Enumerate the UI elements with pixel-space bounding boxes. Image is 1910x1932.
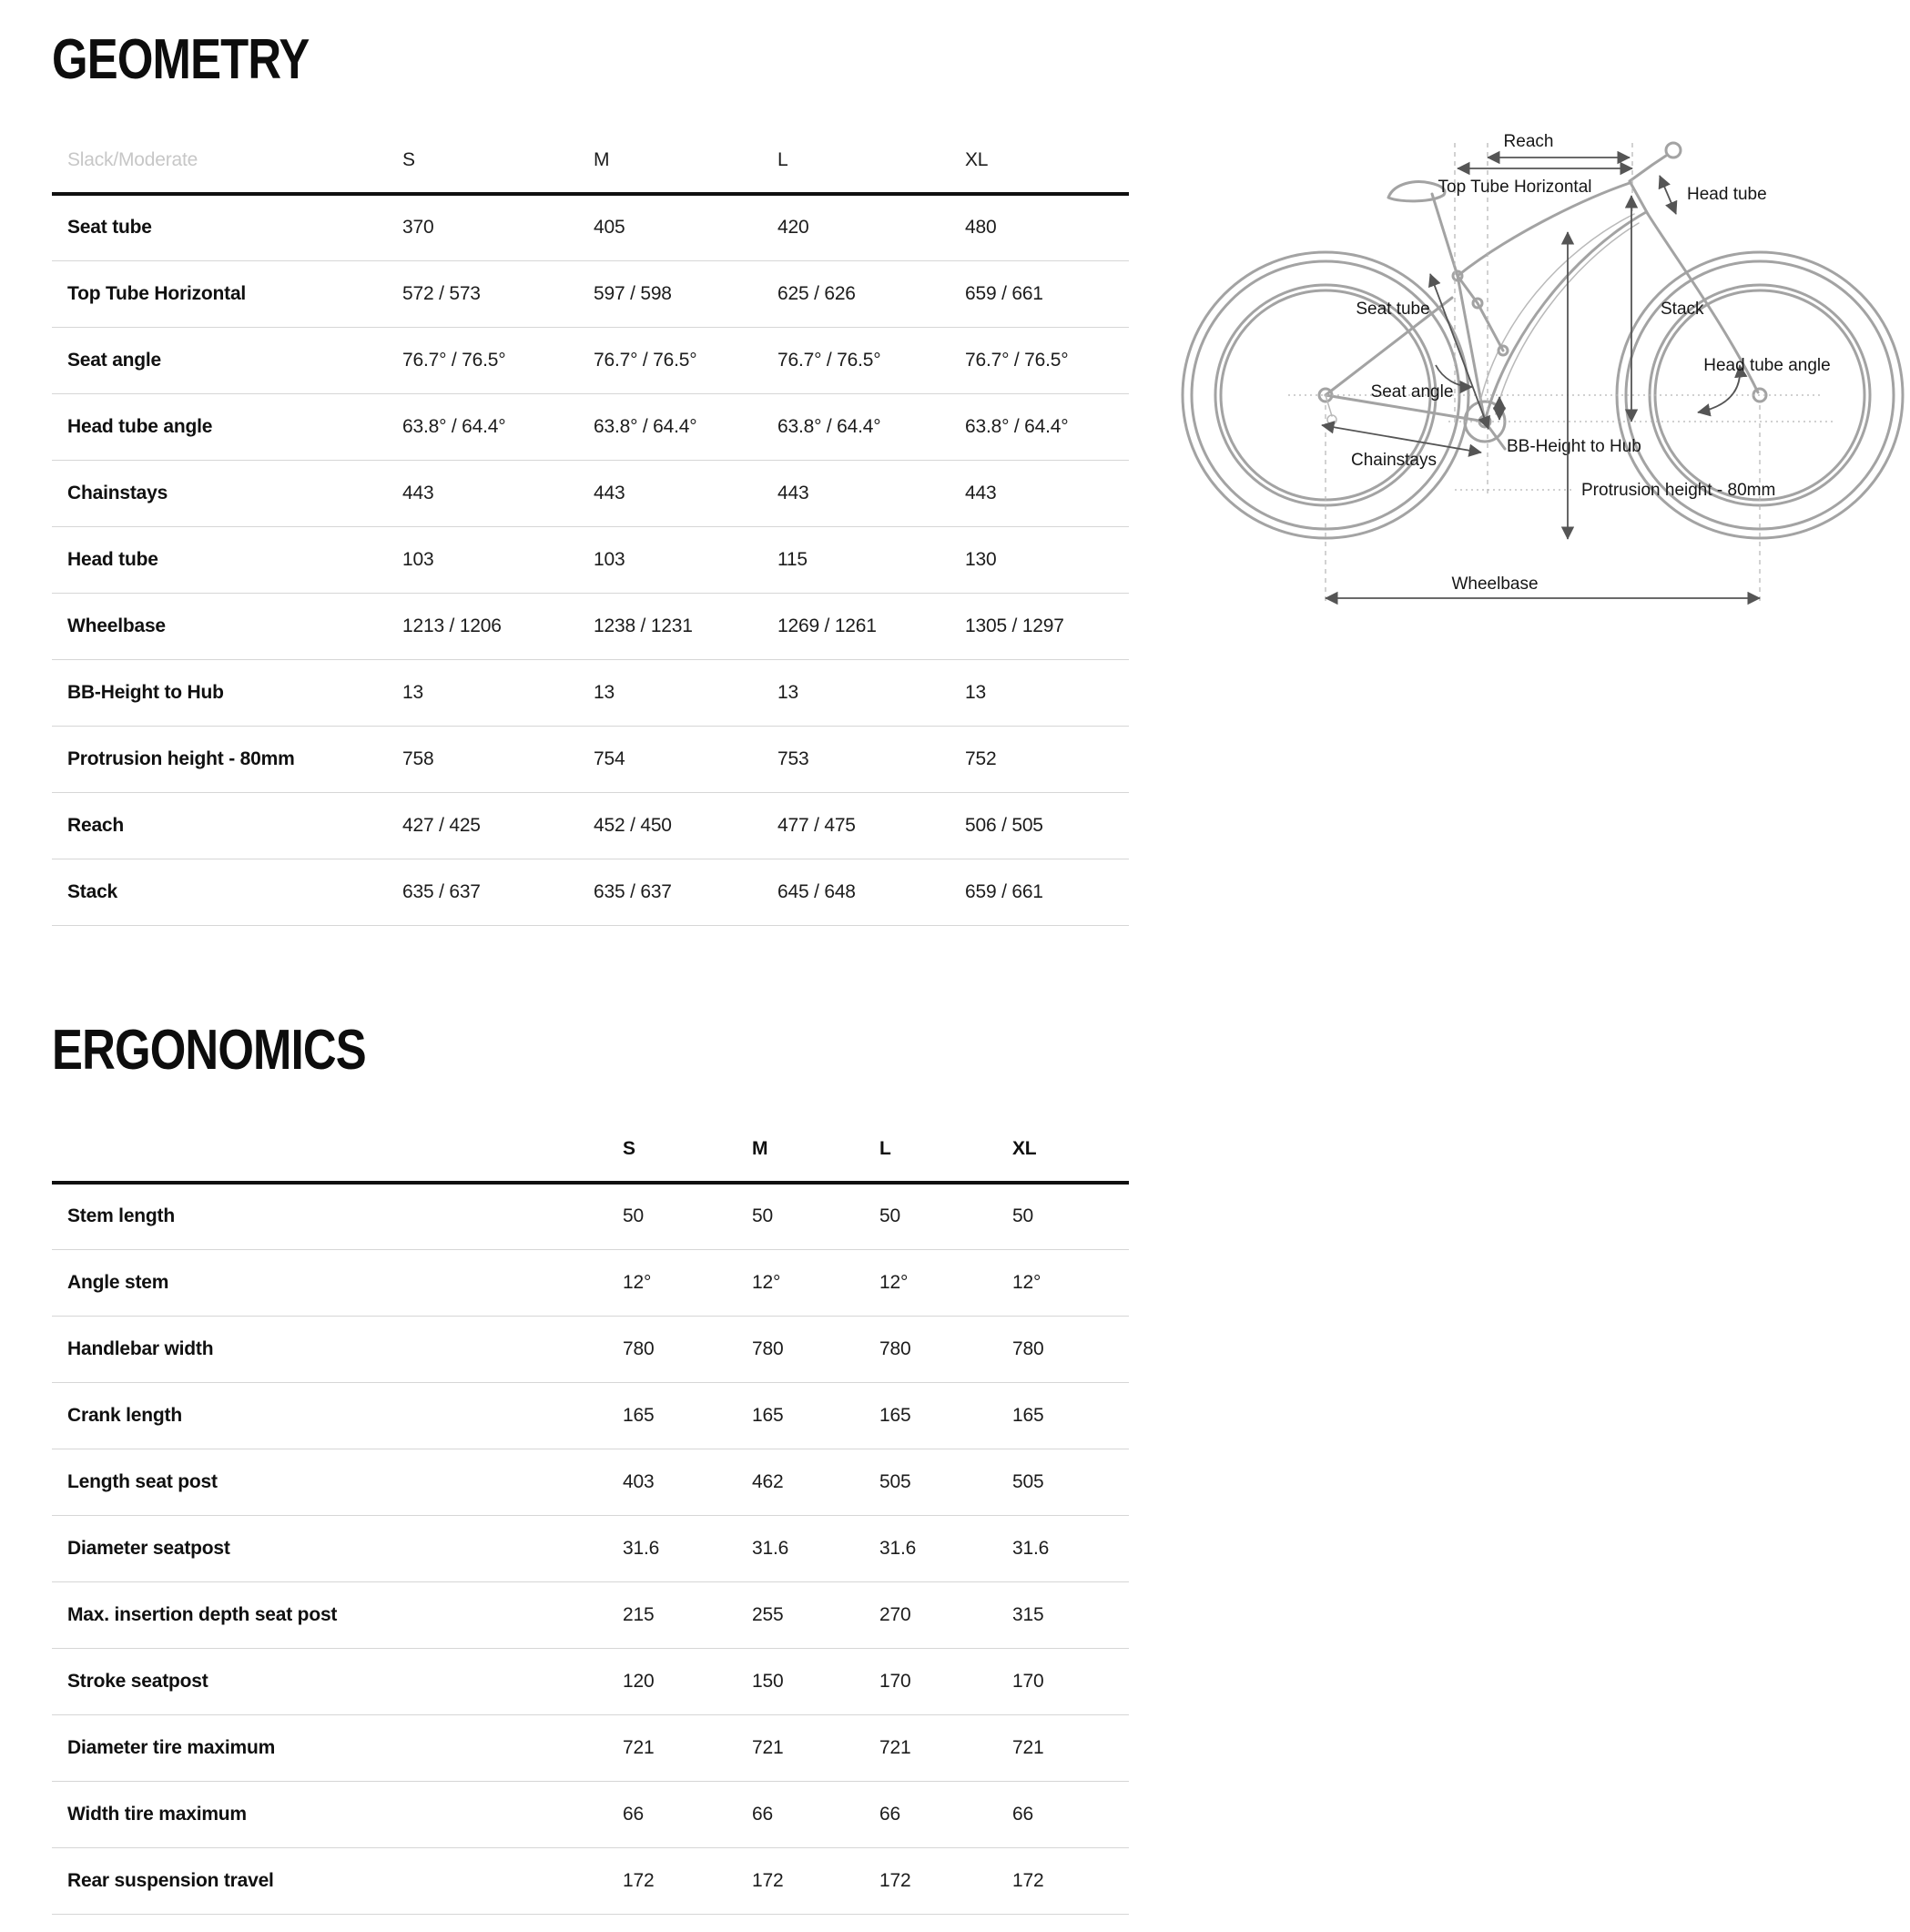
spec-row-label: Top Tube Horizontal [67,282,247,304]
spec-row-value: 12° [623,1271,652,1293]
spec-row-value: 1238 / 1231 [594,615,693,636]
spec-row-label: Diameter seatpost [67,1537,230,1559]
spec-row-value: 443 [402,482,434,503]
spec-row-value: 13 [777,681,798,703]
geometry-header-size-l: L [777,148,788,170]
spec-table-row [52,260,1129,327]
spec-row-label: Diameter tire maximum [67,1736,276,1758]
spec-row-value: 659 / 661 [965,880,1043,902]
spec-row-value: 1213 / 1206 [402,615,502,636]
spec-row-label: Angle stem [67,1271,169,1293]
diagram-label-protrusion: Protrusion height - 80mm [1581,481,1776,500]
spec-row-value: 115 [777,548,808,570]
diagram-label-seat-angle: Seat angle [1370,382,1454,402]
spec-row-value: 165 [879,1404,911,1426]
spec-row-value: 172 [623,1869,655,1891]
spec-row-value: 403 [623,1470,655,1492]
spec-row-label: Seat angle [67,349,162,371]
ergonomics-header-size-xl: XL [1012,1137,1037,1159]
ergonomics-table-body [52,1183,1129,1914]
spec-row-value: 50 [623,1205,644,1227]
spec-row-label: Rear suspension travel [67,1869,274,1891]
spec-row-value: 315 [1012,1603,1044,1625]
spec-row-label: Handlebar width [67,1337,214,1359]
spec-row-value: 752 [965,747,997,769]
spec-row-value: 645 / 648 [777,880,856,902]
spec-row-value: 721 [752,1736,784,1758]
spec-row-value: 12° [752,1271,781,1293]
ergonomics-header-size-l: L [879,1137,891,1159]
spec-row-value: 597 / 598 [594,282,672,304]
spec-row-label: Seat tube [67,217,152,239]
spec-row-value: 427 / 425 [402,814,481,836]
spec-row-value: 172 [752,1869,784,1891]
spec-table-row [52,1449,1129,1515]
spec-row-label: Width tire maximum [67,1803,247,1825]
spec-row-value: 76.7° / 76.5° [402,349,506,371]
spec-row-value: 462 [752,1470,784,1492]
spec-row-value: 505 [879,1470,911,1492]
spec-row-value: 452 / 450 [594,814,672,836]
spec-row-value: 780 [752,1337,784,1359]
spec-row-label: Stem length [67,1205,175,1227]
spec-row-value: 505 [1012,1470,1044,1492]
spec-row-value: 66 [623,1803,644,1825]
spec-row-label: Length seat post [67,1470,218,1492]
spec-row-value: 13 [965,681,986,703]
spec-row-value: 721 [1012,1736,1044,1758]
spec-row-value: 420 [777,217,809,239]
geometry-table-body [52,194,1129,925]
spec-row-value: 50 [1012,1205,1033,1227]
spec-row-label: Crank length [67,1404,182,1426]
spec-row-value: 63.8° / 64.4° [965,415,1069,437]
spec-row-value: 170 [879,1670,911,1692]
spec-table-row [52,1515,1129,1581]
spec-row-value: 443 [965,482,997,503]
spec-row-label: Reach [67,814,125,836]
spec-row-value: 753 [777,747,809,769]
spec-row-value: 13 [402,681,423,703]
spec-row-value: 130 [965,548,997,570]
spec-row-label: Chainstays [67,482,168,503]
spec-row-label: Wheelbase [67,615,166,636]
spec-row-value: 172 [879,1869,911,1891]
spec-table-row [52,194,1129,260]
spec-table-row [52,1847,1129,1914]
spec-table-row [52,1382,1129,1449]
spec-row-value: 66 [752,1803,773,1825]
spec-row-value: 172 [1012,1869,1044,1891]
spec-table-row [52,393,1129,460]
spec-row-value: 370 [402,217,434,239]
spec-row-value: 76.7° / 76.5° [965,349,1069,371]
spec-table-row [52,460,1129,526]
diagram-label-seat-tube: Seat tube [1356,300,1430,319]
spec-table-row [52,526,1129,593]
spec-row-value: 659 / 661 [965,282,1043,304]
spec-row-value: 477 / 475 [777,814,856,836]
spec-row-value: 103 [594,548,625,570]
ergonomics-table [52,1116,1129,1915]
spec-row-value: 50 [879,1205,900,1227]
spec-row-value: 758 [402,747,434,769]
spec-row-value: 120 [623,1670,655,1692]
spec-table-row [52,1249,1129,1316]
spec-table-row [52,1316,1129,1382]
spec-row-value: 12° [1012,1271,1041,1293]
spec-row-value: 625 / 626 [777,282,856,304]
spec-row-value: 780 [1012,1337,1044,1359]
geometry-variant-label: Slack/Moderate [67,148,198,170]
spec-row-value: 270 [879,1603,911,1625]
spec-row-label: Max. insertion depth seat post [67,1603,338,1625]
spec-table-row [52,659,1129,726]
spec-row-value: 66 [1012,1803,1033,1825]
diagram-label-chainstays: Chainstays [1351,451,1437,470]
ergonomics-header-row [52,1116,1129,1183]
spec-table-row [52,327,1129,393]
spec-row-value: 76.7° / 76.5° [777,349,881,371]
spec-table-row [52,726,1129,792]
spec-row-value: 103 [402,548,434,570]
spec-row-value: 165 [1012,1404,1044,1426]
spec-row-value: 63.8° / 64.4° [402,415,506,437]
diagram-label-stack: Stack [1661,300,1704,319]
diagram-label-reach: Reach [1503,132,1554,151]
spec-row-value: 635 / 637 [594,880,672,902]
spec-row-value: 215 [623,1603,655,1625]
spec-row-value: 506 / 505 [965,814,1043,836]
spec-row-value: 50 [752,1205,773,1227]
spec-row-value: 721 [623,1736,655,1758]
spec-row-label: Stroke seatpost [67,1670,208,1692]
spec-row-value: 754 [594,747,625,769]
spec-table-row [52,1183,1129,1249]
geometry-header-size-m: M [594,148,610,170]
spec-row-label: Stack [67,880,118,902]
spec-row-value: 66 [879,1803,900,1825]
ergonomics-title: ERGONOMICS [52,1019,366,1082]
diagram-label-top-tube: Top Tube Horizontal [1438,178,1592,197]
spec-row-value: 165 [623,1404,655,1426]
spec-row-label: Head tube [67,548,158,570]
spec-row-value: 170 [1012,1670,1044,1692]
spec-row-value: 63.8° / 64.4° [594,415,697,437]
bike-geometry-diagram [1143,86,1910,615]
diagram-label-bb-height: BB-Height to Hub [1507,437,1641,456]
spec-table-row [52,1581,1129,1648]
spec-row-value: 12° [879,1271,909,1293]
spec-row-value: 31.6 [1012,1537,1050,1559]
spec-row-value: 1269 / 1261 [777,615,877,636]
spec-row-value: 63.8° / 64.4° [777,415,881,437]
spec-table-row [52,1648,1129,1714]
spec-row-value: 76.7° / 76.5° [594,349,697,371]
diagram-label-wheelbase: Wheelbase [1451,575,1539,594]
spec-row-value: 780 [623,1337,655,1359]
spec-table-row [52,593,1129,659]
spec-row-label: BB-Height to Hub [67,681,224,703]
spec-row-value: 480 [965,217,997,239]
ergonomics-header-size-m: M [752,1137,768,1159]
spec-row-value: 31.6 [879,1537,917,1559]
geometry-table [52,127,1129,926]
spec-row-value: 31.6 [752,1537,789,1559]
spec-row-value: 572 / 573 [402,282,481,304]
spec-row-value: 443 [594,482,625,503]
diagram-label-head-tube-angle: Head tube angle [1703,356,1831,375]
spec-row-value: 405 [594,217,625,239]
spec-row-value: 780 [879,1337,911,1359]
spec-table-row [52,859,1129,925]
spec-row-value: 13 [594,681,615,703]
diagram-label-head-tube: Head tube [1687,185,1767,204]
ergonomics-header-size-s: S [623,1137,635,1159]
spec-row-value: 31.6 [623,1537,660,1559]
spec-row-value: 165 [752,1404,784,1426]
geometry-header-row [52,127,1129,194]
spec-row-value: 1305 / 1297 [965,615,1064,636]
spec-row-label: Head tube angle [67,415,213,437]
spec-row-value: 255 [752,1603,784,1625]
spec-row-value: 721 [879,1736,911,1758]
spec-row-value: 635 / 637 [402,880,481,902]
spec-row-value: 443 [777,482,809,503]
geometry-header-size-xl: XL [965,148,989,170]
spec-table-row [52,792,1129,859]
spec-row-value: 150 [752,1670,784,1692]
ergonomics-header-empty [52,1116,623,1183]
spec-table-row [52,1714,1129,1781]
spec-table-row [52,1781,1129,1847]
geometry-title: GEOMETRY [52,28,310,91]
spec-row-label: Protrusion height - 80mm [67,747,295,769]
geometry-header-size-s: S [402,148,415,170]
